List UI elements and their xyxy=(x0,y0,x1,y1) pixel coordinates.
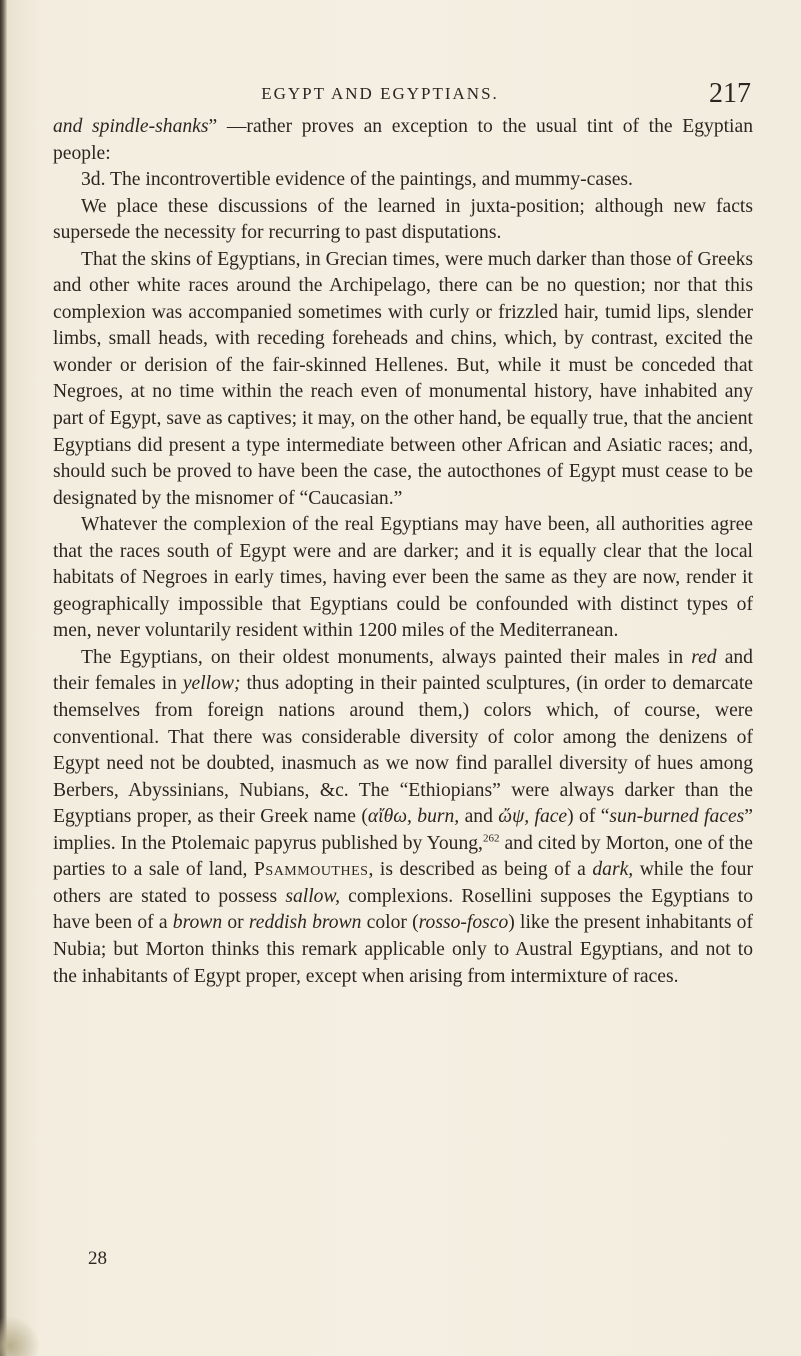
text-run: ” —rather proves an exception to the usual tint of the Egyptian people: xyxy=(53,116,753,164)
paragraph-5 xyxy=(53,512,753,645)
text-run: rosso-fosco xyxy=(418,912,509,934)
text-run: reddish brown xyxy=(248,912,362,934)
text-run: or xyxy=(222,912,249,934)
paragraph-6 xyxy=(53,645,753,990)
page-stain xyxy=(0,1296,40,1356)
running-head xyxy=(0,78,801,114)
printer-signature-mark: 28 xyxy=(88,1248,107,1269)
text-run: , is described as being of a xyxy=(368,859,593,881)
text-run: yellow; xyxy=(182,673,241,695)
text-run: The Egyptians, on their oldest monuments, always painted their males in xyxy=(81,646,692,668)
text-run: We place these discussions of the learned in juxta-position; although new facts supersede the necessity for recurring to past disputations. xyxy=(53,195,753,244)
text-run: 262 xyxy=(482,832,500,845)
page-binding-edge xyxy=(0,0,7,1356)
text-run: sallow, xyxy=(285,885,340,907)
text-run: thus adopting in their painted sculptures, (in order to demarcate themselves from foreign nations around them,) colors which, of course, were conventional. That there was considerable diversity of color among the denizens of Egypt need not be doubted, inasmuch as we now find parallel diversity of hues among Berbers, Abyssinians, Nubians, &c. The “Ethiopians” were always darker than the Egyptians proper, as their Greek name ( xyxy=(53,673,753,828)
text-run: complexions. Rosellini supposes the Egyptians to have been of a xyxy=(53,885,754,934)
text-run: and cited by Morton, one of the parties to a sale of land, xyxy=(53,832,753,881)
text-run: brown xyxy=(172,912,223,934)
body-text xyxy=(53,114,753,990)
text-run: ” implies. In the Ptolemaic papyrus published by Young, xyxy=(53,806,753,854)
text-run: while the four others are stated to possess xyxy=(53,859,753,907)
text-run: Psammouthes xyxy=(254,859,369,881)
text-run: and spindle-shanks xyxy=(53,116,209,137)
text-run: sun-burned faces xyxy=(609,806,745,828)
paragraph-3 xyxy=(53,194,753,247)
text-run: ) of “ xyxy=(567,806,610,828)
running-head-title: EGYPT AND EGYPTIANS. xyxy=(261,84,499,103)
text-run: and xyxy=(459,806,499,828)
text-run: ὤψ, face xyxy=(498,806,568,828)
paragraph-1 xyxy=(53,114,753,167)
text-run: Whatever the complexion of the real Egyptians may have been, all authorities agree that the races south of Egypt were and are darker; and it is equally clear that the local habitats of Negroes in early times, having ever been the same as they are now, render it geographically impossible that Egyptians could be confounded with distinct types of men, never voluntarily resident within 1200 miles of the Mediterranean. xyxy=(53,514,753,642)
text-run: red xyxy=(691,646,717,668)
text-run: That the skins of Egyptians, in Grecian times, were much darker than those of Greeks and other white races around the Archipelago, there can be no question; nor that this complexion was accompanied sometimes with curly or frizzled hair, tumid lips, slender limbs, small heads, with receding foreheads and chins, which, by contrast, excited the wonder or derision of the fair-skinned Hellenes. But, while it must be conceded that Negroes, at no time within the reach even of monumental history, have inhabited any part of Egypt, save as captives; it may, on the other hand, be equally true, that the ancient Egyptians did present a type intermediate between other African and Asiatic races; and, should such be proved to have been the case, the autocthones of Egypt must cease to be designated by the misnomer of “Caucasian.” xyxy=(53,248,753,509)
page-number: 217 xyxy=(709,78,751,109)
text-run: αἴθω, burn, xyxy=(367,806,460,828)
text-run: color ( xyxy=(361,912,419,934)
text-run: dark, xyxy=(592,859,634,881)
text-run: ) like the present inhabitants of Nubia; but Morton thinks this remark applicable only to Austral Egyptians, and not to the inhabitants of Egypt proper, except when arising from intermixture of races. xyxy=(53,912,753,987)
text-run: and their females in xyxy=(53,646,753,695)
paragraph-2 xyxy=(53,167,753,194)
text-run: 3d. The incontrovertible evidence of the paintings, and mummy-cases. xyxy=(81,169,633,191)
paragraph-4 xyxy=(53,247,753,512)
